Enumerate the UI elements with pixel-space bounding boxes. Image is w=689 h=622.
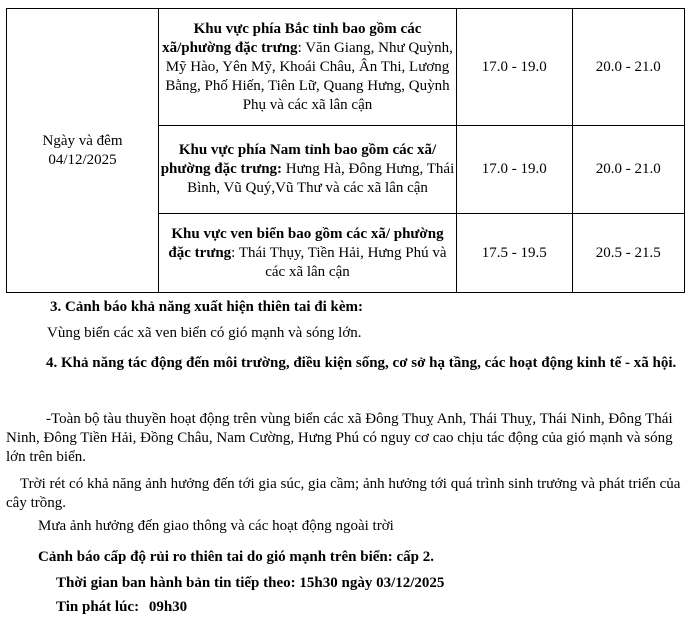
section3-heading: 3. Cảnh báo khả năng xuất hiện thiên tai đi kèm: [50,299,363,315]
region-communes: Hưng Hà, Đông Hưng, Thái Bình, Vũ Quý,Vũ Thư và các xã lân cận [187,161,455,196]
section4-paragraph: Trời rét có khả năng ảnh hưởng đến tới gia súc, gia cầm; ảnh hưởng tới quá trình sinh trưởng và phát triển của cây trồng. [6,476,681,511]
range-cell: 17.0 - 19.0 [456,9,572,126]
range-cell: 20.5 - 21.5 [572,214,685,293]
next-issue-time: Thời gian ban hành bản tin tiếp theo: 15h30 ngày 03/12/2025 [56,575,445,591]
region-name: Khu vực phía Nam tỉnh bao gồm các xã/ phường đặc trưng: [160,142,437,177]
section3-body: Vùng biển các xã ven biển có gió mạnh và sóng lớn. [47,325,362,341]
day-label: Ngày và đêm [42,132,123,149]
risk-level-warning: Cảnh báo cấp độ rủi ro thiên tai do gió mạnh trên biển: cấp 2. [38,549,435,565]
region-cell [159,214,457,293]
section4-paragraph: -Toàn bộ tàu thuyền hoạt động trên vùng biển các xã Đông Thuỵ Anh, Thái Thuỵ, Thái Ninh, Đông Thái Ninh, Đông Tiền Hải, Đồng Châu, Nam Cường, Hưng Phú có nguy cơ cao chịu tác động của gió mạnh và sóng lớn trên biển. [6,411,673,465]
region-cell [159,9,457,126]
table-row [7,9,685,126]
region-name: Khu vực phía Bắc tỉnh bao gồm các xã/phường đặc trưng [162,20,422,56]
day-date: 04/12/2025 [48,151,117,168]
section4-paragraph: Mưa ảnh hưởng đến giao thông và các hoạt động ngoài trời [38,518,394,534]
region-cell [159,126,457,214]
range-cell: 17.5 - 19.5 [456,214,572,293]
range-cell: 20.0 - 21.0 [572,9,685,126]
range-cell: 17.0 - 19.0 [456,126,572,214]
region-name: Khu vực ven biển bao gồm các xã/ phường đặc trưng [168,225,444,261]
day-cell [7,9,159,293]
range-cell: 20.0 - 21.0 [572,126,685,214]
region-communes: : Thái Thụy, Tiền Hải, Hưng Phú và các xã lân cận [231,244,447,280]
forecast-table [6,8,685,293]
section4-heading: 4. Khả năng tác động đến môi trường, điều kiện sống, cơ sở hạ tầng, các hoạt động kinh tế - xã hội. [46,355,677,371]
issued-time [56,598,187,617]
region-communes: : Văn Giang, Như Quỳnh, Mỹ Hào, Yên Mỹ, Khoái Châu, Ân Thi, Lương Bằng, Phố Hiến, Tiên Lữ, Quang Hưng, Quỳnh Phụ và các xã lân cận [165,39,453,113]
issued-label: Tin phát lúc: [56,599,140,615]
issued-value: 09h30 [148,599,188,615]
